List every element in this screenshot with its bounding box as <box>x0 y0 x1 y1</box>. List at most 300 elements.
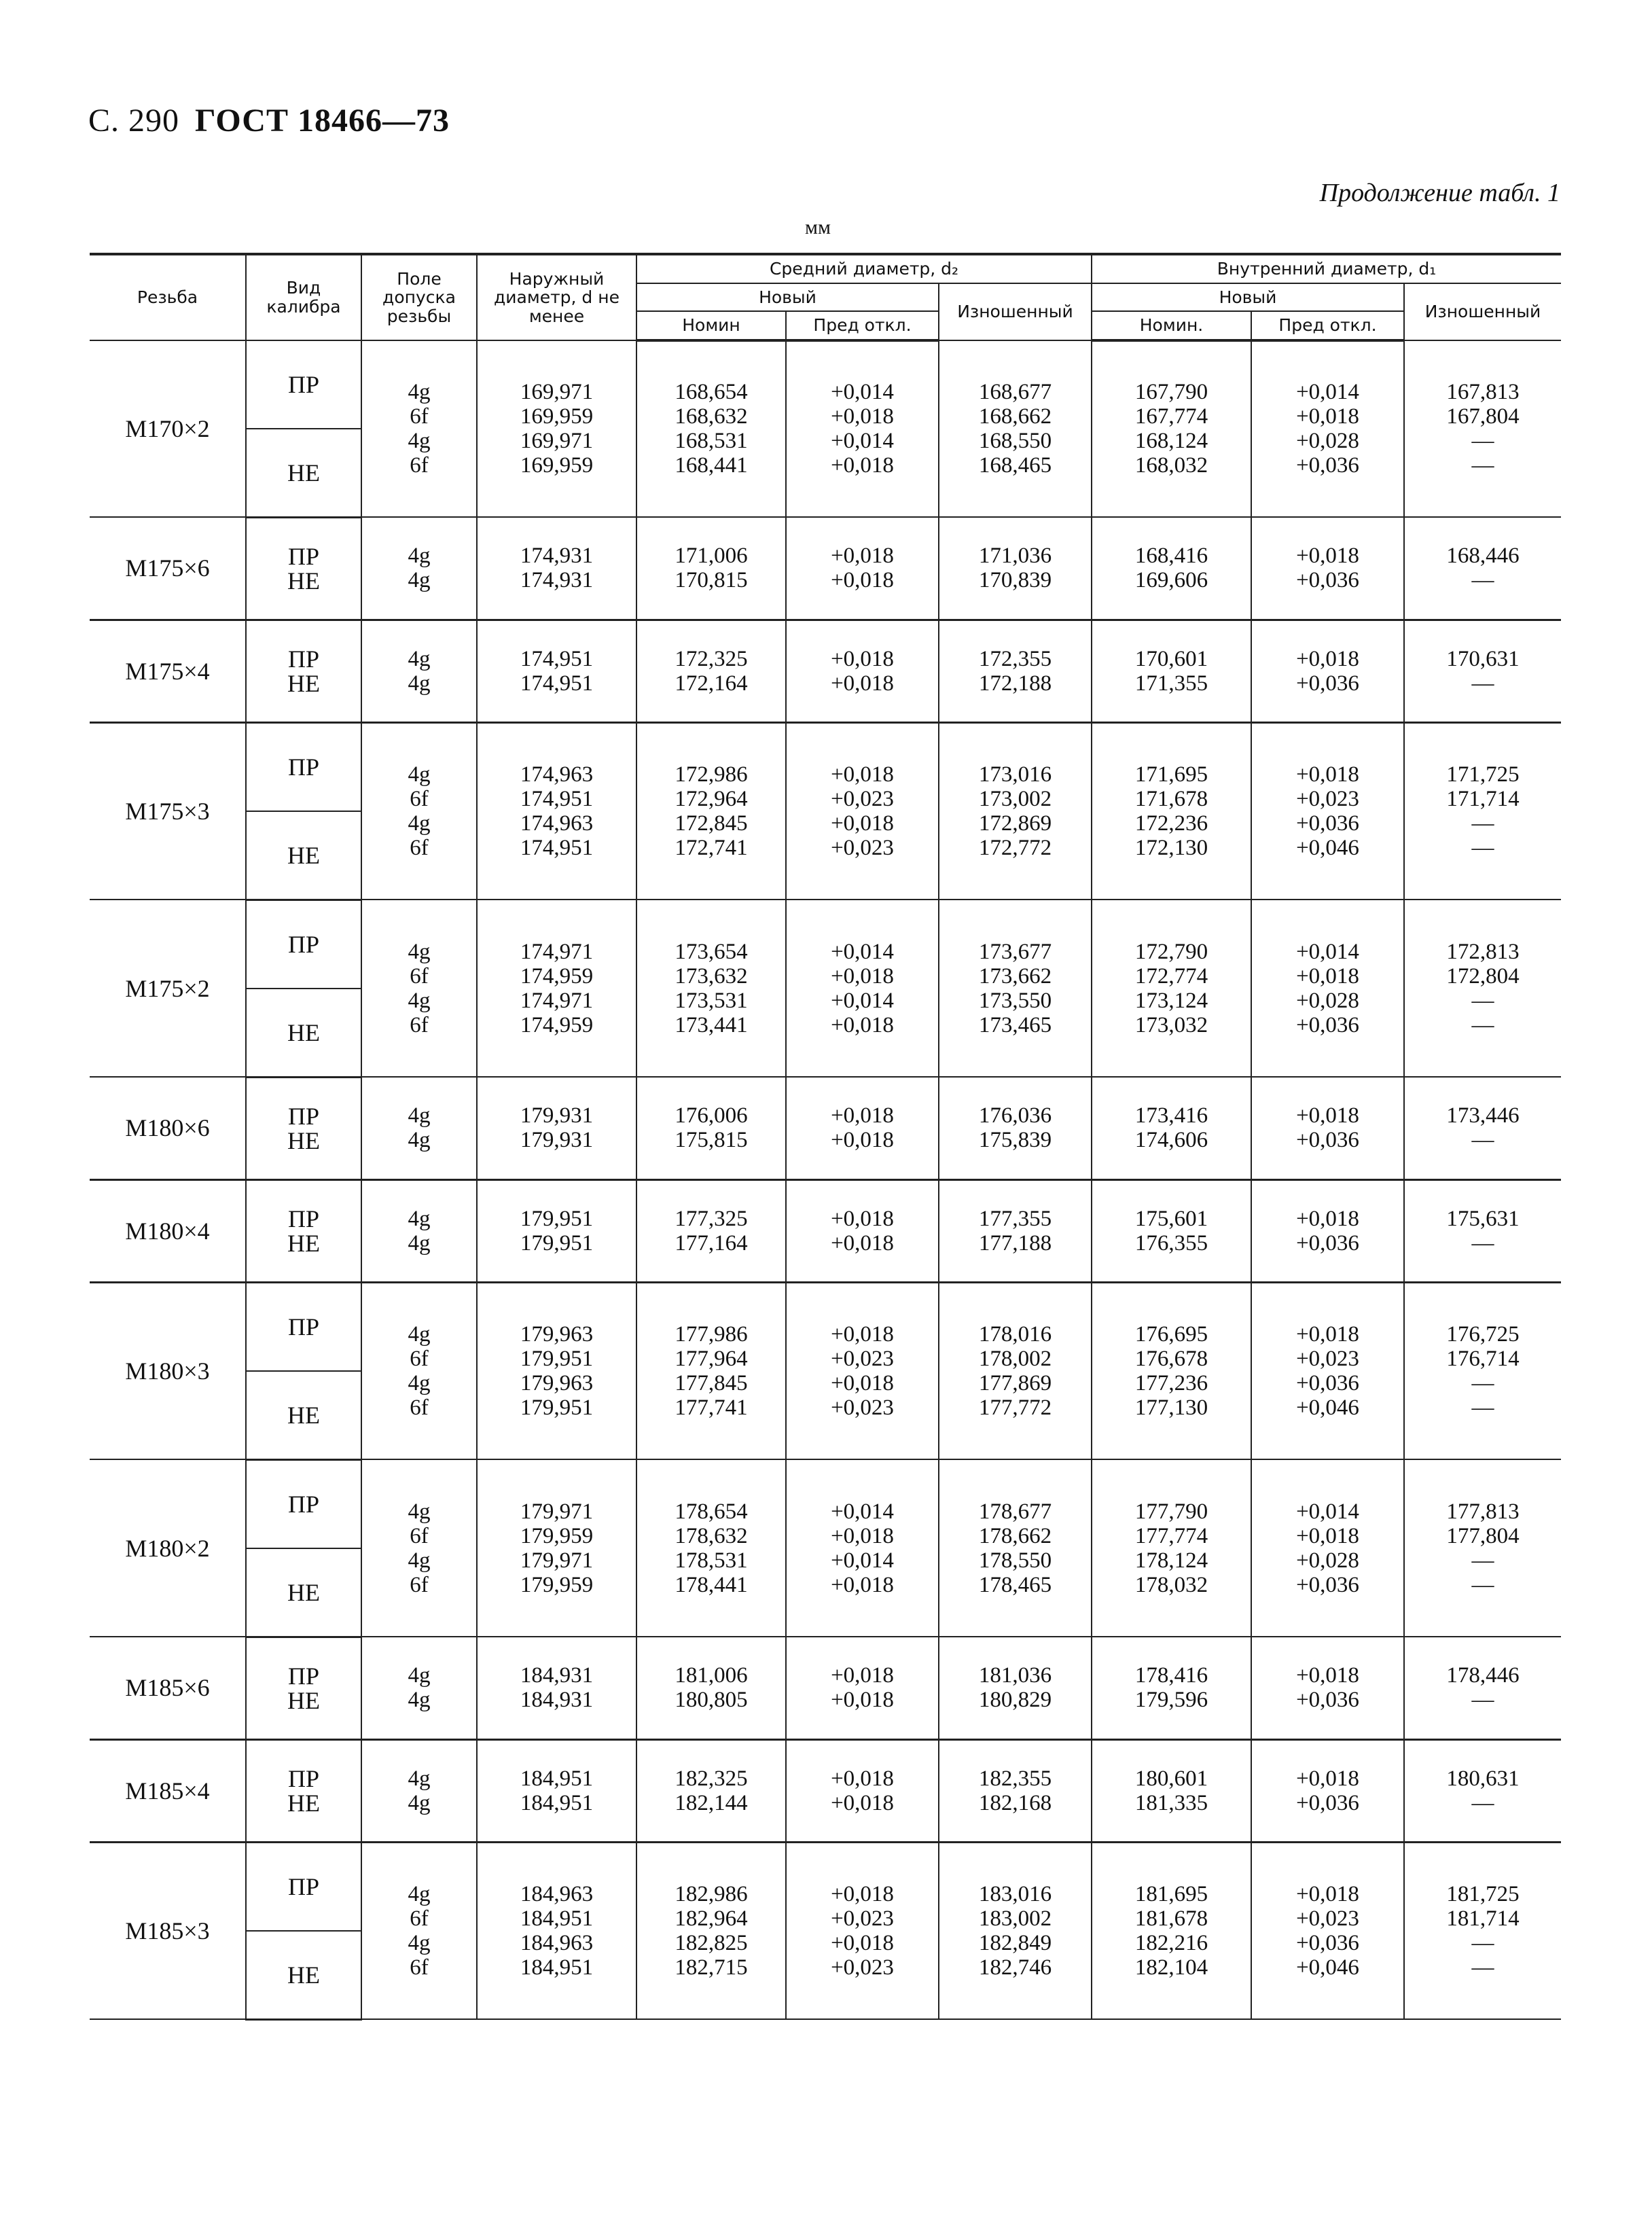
inner-nominal-cell-values <box>1095 931 1248 1046</box>
cell-value: 4g <box>408 762 431 787</box>
cell-value: 178,441 <box>675 1572 748 1597</box>
cell-value: +0,018 <box>831 1572 894 1597</box>
cell-value: 6f <box>410 1955 429 1980</box>
cell-value: 4g <box>408 811 431 836</box>
gauge-type-cell: ПР <box>246 1842 361 1931</box>
inner-deviation-cell <box>1251 1179 1404 1282</box>
outer-diameter-cell <box>477 1842 636 2019</box>
outer-diameter-cell-values <box>480 1198 633 1264</box>
cell-value: +0,018 <box>831 1128 894 1153</box>
cell-value: 175,601 <box>1134 1206 1208 1231</box>
pitch-deviation-cell <box>786 1282 939 1459</box>
standard-number: ГОСТ 18466—73 <box>195 103 450 139</box>
cell-value: 177,869 <box>978 1370 1052 1395</box>
cell-value: 4g <box>408 1103 431 1128</box>
pitch-deviation-cell <box>786 1077 939 1179</box>
cell-value: 4g <box>408 568 431 593</box>
tolerance-cell <box>361 1739 477 1842</box>
inner-worn-cell <box>1404 1077 1561 1179</box>
tolerance-cell <box>361 1459 477 1637</box>
cell-value: 181,695 <box>1134 1881 1208 1906</box>
inner-nominal-cell-values <box>1095 1095 1248 1160</box>
cell-value: 4g <box>408 988 431 1013</box>
cell-value: +0,023 <box>1296 1346 1359 1371</box>
cell-value: 170,631 <box>1446 646 1520 671</box>
cell-value: 4g <box>408 544 431 569</box>
cell-value: 177,804 <box>1446 1523 1520 1548</box>
cell-value: +0,036 <box>1296 1572 1359 1597</box>
inner-worn-cell-values <box>1407 1491 1558 1605</box>
cell-value: 4g <box>408 1230 431 1256</box>
inner-deviation-cell <box>1251 900 1404 1077</box>
cell-value: 178,677 <box>978 1499 1052 1524</box>
inner-nominal-cell-values <box>1095 535 1248 601</box>
outer-diameter-cell <box>477 1637 636 1739</box>
cell-value: +0,036 <box>1296 671 1359 696</box>
cell-value: +0,018 <box>831 1790 894 1815</box>
inner-nominal-cell <box>1092 1077 1251 1179</box>
pitch-deviation-cell <box>786 340 939 518</box>
cell-value: 4g <box>408 1688 431 1713</box>
table-row <box>90 1459 1561 1548</box>
header-outer-diameter: Наружный диаметр, d не менее <box>477 254 636 340</box>
inner-deviation-cell <box>1251 1637 1404 1739</box>
inner-nominal-cell-values <box>1095 372 1248 486</box>
header-inner-nominal: Номин. <box>1092 311 1251 340</box>
cell-value: 6f <box>410 452 429 478</box>
cell-value: +0,023 <box>1296 786 1359 811</box>
cell-value: — <box>1471 1395 1494 1420</box>
cell-value: 184,951 <box>520 1766 594 1791</box>
inner-worn-cell-values <box>1407 1655 1558 1720</box>
pitch-nominal-cell-values <box>640 535 783 601</box>
gauge-list <box>249 1198 358 1264</box>
table-row <box>90 1842 1561 1931</box>
inner-deviation-cell-values <box>1255 1491 1401 1605</box>
pitch-deviation-cell <box>786 620 939 722</box>
cell-value: +0,018 <box>831 1523 894 1548</box>
inner-nominal-cell <box>1092 620 1251 722</box>
table-row <box>90 1282 1561 1371</box>
cell-value: +0,018 <box>831 1766 894 1791</box>
table-row <box>90 620 1561 722</box>
gauge-list <box>249 1758 358 1824</box>
table-row <box>90 722 1561 811</box>
cell-value: 180,829 <box>978 1688 1052 1713</box>
cell-value: 182,216 <box>1134 1930 1208 1955</box>
pitch-deviation-cell-values <box>789 1095 935 1160</box>
cell-value: +0,018 <box>1296 1663 1359 1688</box>
inner-worn-cell-values <box>1407 1314 1558 1428</box>
cell-value: 178,531 <box>675 1548 748 1573</box>
header-pitch-deviation: Пред откл. <box>786 311 939 340</box>
pitch-worn-cell-values <box>942 535 1088 601</box>
outer-diameter-cell <box>477 1739 636 1842</box>
gauge-type-cell: ПР <box>246 1459 361 1548</box>
cell-value: 173,416 <box>1134 1103 1208 1128</box>
table-continuation-note: Продолжение табл. 1 <box>1319 179 1560 207</box>
cell-value: +0,023 <box>831 786 894 811</box>
gauge-type-cell: НЕ <box>246 1548 361 1637</box>
pitch-nominal-cell-values <box>640 931 783 1046</box>
gauge-type-cell: ПР <box>246 1282 361 1371</box>
cell-value: 174,931 <box>520 568 594 593</box>
cell-value: 173,531 <box>675 988 748 1013</box>
cell-value: 175,815 <box>675 1128 748 1153</box>
cell-value: +0,018 <box>831 1370 894 1395</box>
cell-value: 171,355 <box>1134 671 1208 696</box>
outer-diameter-cell-values <box>480 754 633 868</box>
cell-value: 177,164 <box>675 1230 748 1256</box>
inner-worn-cell <box>1404 1179 1561 1282</box>
cell-value: 176,006 <box>675 1103 748 1128</box>
cell-value: 168,677 <box>978 379 1052 404</box>
cell-value: 169,971 <box>520 428 594 453</box>
cell-value: 168,654 <box>675 380 748 405</box>
inner-worn-cell-values <box>1407 754 1558 868</box>
cell-value: 169,971 <box>520 379 594 404</box>
cell-value: 6f <box>410 1523 429 1548</box>
cell-value: 4g <box>408 1663 431 1688</box>
cell-value: 170,601 <box>1134 646 1208 671</box>
outer-diameter-cell <box>477 620 636 722</box>
cell-value: 177,130 <box>1134 1395 1208 1420</box>
cell-value: 184,931 <box>520 1663 594 1688</box>
cell-value: 179,959 <box>520 1572 594 1597</box>
cell-value: 172,355 <box>978 646 1052 671</box>
cell-value: +0,014 <box>831 1499 894 1524</box>
pitch-deviation-cell-values <box>789 1874 935 1988</box>
inner-deviation-cell-values <box>1255 1095 1401 1160</box>
cell-value: +0,018 <box>831 453 894 478</box>
gauge-value: ПР <box>287 1205 320 1232</box>
pitch-worn-cell-values <box>942 372 1088 486</box>
pitch-worn-cell-values <box>942 754 1088 868</box>
pitch-nominal-cell-values <box>640 754 783 868</box>
cell-value: 180,805 <box>675 1688 748 1713</box>
cell-value: 183,016 <box>978 1881 1052 1906</box>
cell-value: 4g <box>408 1128 431 1153</box>
cell-value: 181,714 <box>1446 1906 1520 1931</box>
cell-value: 167,790 <box>1134 380 1208 405</box>
cell-value: +0,018 <box>831 568 894 593</box>
inner-deviation-cell <box>1251 1077 1404 1179</box>
cell-value: 179,951 <box>520 1206 594 1231</box>
cell-value: — <box>1471 1790 1494 1815</box>
cell-value: +0,018 <box>1296 646 1359 671</box>
cell-value: 177,188 <box>978 1230 1052 1256</box>
cell-value: 184,931 <box>520 1688 594 1713</box>
cell-value: 169,959 <box>520 452 594 478</box>
outer-diameter-cell-values <box>480 1874 633 1988</box>
cell-value: 174,959 <box>520 1012 594 1037</box>
inner-worn-cell-values <box>1407 1758 1558 1824</box>
inner-worn-cell <box>1404 1637 1561 1739</box>
table-row <box>90 1077 1561 1179</box>
cell-value: +0,018 <box>1296 1881 1359 1906</box>
cell-value: +0,018 <box>1296 1321 1359 1347</box>
cell-value: 4g <box>408 1499 431 1524</box>
pitch-deviation-cell <box>786 1842 939 2019</box>
cell-value: 177,741 <box>675 1395 748 1420</box>
pitch-deviation-cell-values <box>789 1314 935 1428</box>
cell-value: 6f <box>410 835 429 860</box>
inner-nominal-cell-values <box>1095 754 1248 868</box>
pitch-nominal-cell-values <box>640 639 783 704</box>
pitch-deviation-cell-values <box>789 1198 935 1264</box>
gauge-list <box>249 1656 358 1721</box>
outer-diameter-cell <box>477 722 636 900</box>
cell-value: +0,046 <box>1296 835 1359 860</box>
pitch-worn-cell <box>939 517 1092 620</box>
cell-value: 167,774 <box>1134 404 1208 429</box>
cell-value: 176,725 <box>1446 1321 1520 1347</box>
cell-value: 176,714 <box>1446 1346 1520 1371</box>
tolerance-cell <box>361 900 477 1077</box>
pitch-worn-cell <box>939 1739 1092 1842</box>
cell-value: 172,772 <box>978 835 1052 860</box>
cell-value: 171,714 <box>1446 786 1520 811</box>
cell-value: 168,416 <box>1134 544 1208 569</box>
cell-value: 177,790 <box>1134 1499 1208 1524</box>
cell-value: 179,931 <box>520 1128 594 1153</box>
thread-cell: М175×4 <box>90 620 246 722</box>
cell-value: — <box>1471 568 1494 593</box>
pitch-nominal-cell <box>636 517 786 620</box>
inner-nominal-cell <box>1092 1842 1251 2019</box>
cell-value: +0,018 <box>831 671 894 696</box>
cell-value: +0,018 <box>1296 963 1359 989</box>
cell-value: +0,018 <box>1296 762 1359 787</box>
cell-value: 179,971 <box>520 1499 594 1524</box>
cell-value: — <box>1471 452 1494 478</box>
cell-value: 174,951 <box>520 786 594 811</box>
thread-cell: М175×3 <box>90 722 246 900</box>
outer-diameter-cell <box>477 340 636 518</box>
header-pitch-worn: Изношенный <box>939 283 1092 340</box>
thread-cell: М185×3 <box>90 1842 246 2019</box>
pitch-worn-cell <box>939 722 1092 900</box>
cell-value: +0,018 <box>1296 1103 1359 1128</box>
inner-nominal-cell-values <box>1095 1198 1248 1264</box>
cell-value: +0,018 <box>831 1663 894 1688</box>
cell-value: +0,046 <box>1296 1955 1359 1980</box>
tolerance-cell-values <box>365 1874 473 1988</box>
inner-deviation-cell-values <box>1255 639 1401 704</box>
cell-value: 174,959 <box>520 963 594 989</box>
cell-value: +0,018 <box>1296 1523 1359 1548</box>
inner-nominal-cell <box>1092 517 1251 620</box>
inner-worn-cell <box>1404 1739 1561 1842</box>
cell-value: 168,441 <box>675 453 748 478</box>
outer-diameter-cell <box>477 1179 636 1282</box>
cell-value: 182,825 <box>675 1930 748 1955</box>
gauge-type-cell <box>246 1637 361 1739</box>
outer-diameter-cell <box>477 900 636 1077</box>
pitch-deviation-cell <box>786 1637 939 1739</box>
cell-value: 4g <box>408 1370 431 1395</box>
thread-cell: М180×6 <box>90 1077 246 1179</box>
inner-nominal-cell <box>1092 722 1251 900</box>
cell-value: 172,741 <box>675 835 748 860</box>
cell-value: +0,018 <box>831 646 894 671</box>
inner-worn-cell <box>1404 900 1561 1077</box>
outer-diameter-cell <box>477 1459 636 1637</box>
cell-value: 4g <box>408 428 431 453</box>
tolerance-cell-values <box>365 931 473 1046</box>
tolerance-cell-values <box>365 1758 473 1824</box>
page-header <box>88 102 450 139</box>
tolerance-cell-values <box>365 639 473 704</box>
pitch-deviation-cell <box>786 1739 939 1842</box>
thread-cell: М175×2 <box>90 900 246 1077</box>
tolerance-cell <box>361 340 477 518</box>
inner-worn-cell <box>1404 340 1561 518</box>
cell-value: 173,677 <box>978 939 1052 964</box>
pitch-deviation-cell <box>786 1179 939 1282</box>
cell-value: 174,963 <box>520 762 594 787</box>
cell-value: 167,804 <box>1446 404 1520 429</box>
cell-value: 173,465 <box>978 1012 1052 1037</box>
cell-value: 173,632 <box>675 963 748 989</box>
cell-value: 172,790 <box>1134 939 1208 964</box>
cell-value: 172,164 <box>675 671 748 696</box>
cell-value: +0,036 <box>1296 1230 1359 1256</box>
outer-diameter-cell-values <box>480 639 633 704</box>
cell-value: 178,465 <box>978 1572 1052 1597</box>
inner-deviation-cell <box>1251 620 1404 722</box>
cell-value: 6f <box>410 1906 429 1931</box>
cell-value: 184,963 <box>520 1881 594 1906</box>
inner-deviation-cell <box>1251 1842 1404 2019</box>
cell-value: 170,839 <box>978 568 1052 593</box>
pitch-deviation-cell <box>786 517 939 620</box>
cell-value: 176,695 <box>1134 1321 1208 1347</box>
cell-value: 175,839 <box>978 1128 1052 1153</box>
cell-value: 171,678 <box>1134 786 1208 811</box>
cell-value: 168,465 <box>978 452 1052 478</box>
cell-value: +0,036 <box>1296 568 1359 593</box>
cell-value: +0,023 <box>831 1346 894 1371</box>
cell-value: 173,032 <box>1134 1012 1208 1037</box>
pitch-nominal-cell <box>636 1739 786 1842</box>
header-inner-deviation: Пред откл. <box>1251 311 1404 340</box>
cell-value: +0,014 <box>831 380 894 405</box>
cell-value: 181,725 <box>1446 1881 1520 1906</box>
inner-deviation-cell <box>1251 722 1404 900</box>
cell-value: +0,036 <box>1296 811 1359 836</box>
pitch-deviation-cell-values <box>789 1491 935 1605</box>
cell-value: 181,335 <box>1134 1790 1208 1815</box>
gauge-type-cell: НЕ <box>246 1371 361 1460</box>
cell-value: 170,815 <box>675 568 748 593</box>
pitch-nominal-cell-values <box>640 1874 783 1988</box>
cell-value: 173,124 <box>1134 988 1208 1013</box>
cell-value: +0,018 <box>831 1103 894 1128</box>
gauge-value: НЕ <box>287 1789 320 1817</box>
pitch-worn-cell <box>939 1637 1092 1739</box>
cell-value: 168,632 <box>675 404 748 429</box>
inner-worn-cell-values <box>1407 535 1558 601</box>
pitch-worn-cell <box>939 1282 1092 1459</box>
cell-value: 184,951 <box>520 1955 594 1980</box>
cell-value: 168,550 <box>978 428 1052 453</box>
cell-value: 6f <box>410 1012 429 1037</box>
pitch-worn-cell-values <box>942 1491 1088 1605</box>
inner-deviation-cell-values <box>1255 1198 1401 1264</box>
inner-deviation-cell <box>1251 1459 1404 1637</box>
cell-value: +0,046 <box>1296 1395 1359 1420</box>
cell-value: 174,951 <box>520 671 594 696</box>
gauge-value: НЕ <box>287 1126 320 1154</box>
inner-deviation-cell <box>1251 340 1404 518</box>
inner-worn-cell <box>1404 1282 1561 1459</box>
inner-deviation-cell <box>1251 517 1404 620</box>
cell-value: +0,023 <box>831 1955 894 1980</box>
gauge-list <box>249 536 358 601</box>
pitch-worn-cell <box>939 340 1092 518</box>
cell-value: 182,325 <box>675 1766 748 1791</box>
cell-value: 179,963 <box>520 1321 594 1347</box>
cell-value: 182,168 <box>978 1790 1052 1815</box>
gauge-type-cell <box>246 620 361 722</box>
pitch-nominal-cell <box>636 1842 786 2019</box>
pitch-worn-cell-values <box>942 931 1088 1046</box>
outer-diameter-cell-values <box>480 1655 633 1720</box>
cell-value: 178,032 <box>1134 1572 1208 1597</box>
gauge-type-cell: ПР <box>246 900 361 989</box>
cell-value: 176,036 <box>978 1103 1052 1128</box>
cell-value: 169,959 <box>520 404 594 429</box>
thread-cell: М185×6 <box>90 1637 246 1739</box>
outer-diameter-cell-values <box>480 372 633 486</box>
cell-value: 182,355 <box>978 1766 1052 1791</box>
table-row <box>90 1637 1561 1739</box>
inner-nominal-cell-values <box>1095 639 1248 704</box>
pitch-deviation-cell-values <box>789 931 935 1046</box>
cell-value: 177,845 <box>675 1370 748 1395</box>
cell-value: 172,986 <box>675 762 748 787</box>
inner-worn-cell <box>1404 1842 1561 2019</box>
cell-value: — <box>1471 1955 1494 1980</box>
cell-value: 171,725 <box>1446 762 1520 787</box>
cell-value: +0,018 <box>831 762 894 787</box>
pitch-worn-cell <box>939 900 1092 1077</box>
thread-cell: М175×6 <box>90 517 246 620</box>
cell-value: 168,531 <box>675 429 748 454</box>
pitch-nominal-cell-values <box>640 1758 783 1824</box>
gauge-value: ПР <box>287 542 320 570</box>
table-row <box>90 340 1561 429</box>
cell-value: 4g <box>408 1206 431 1231</box>
tolerance-cell-values <box>365 754 473 868</box>
gauge-type-cell <box>246 1077 361 1179</box>
inner-nominal-cell <box>1092 1179 1251 1282</box>
cell-value: +0,028 <box>1296 1548 1359 1573</box>
pitch-worn-cell-values <box>942 1655 1088 1720</box>
inner-nominal-cell-values <box>1095 1874 1248 1988</box>
cell-value: 174,931 <box>520 544 594 569</box>
outer-diameter-cell-values <box>480 1758 633 1824</box>
inner-worn-cell <box>1404 722 1561 900</box>
pitch-worn-cell <box>939 1179 1092 1282</box>
inner-deviation-cell-values <box>1255 754 1401 868</box>
tolerance-cell-values <box>365 1095 473 1160</box>
cell-value: +0,014 <box>831 939 894 964</box>
pitch-nominal-cell-values <box>640 1314 783 1428</box>
inner-worn-cell <box>1404 517 1561 620</box>
cell-value: +0,018 <box>1296 544 1359 569</box>
